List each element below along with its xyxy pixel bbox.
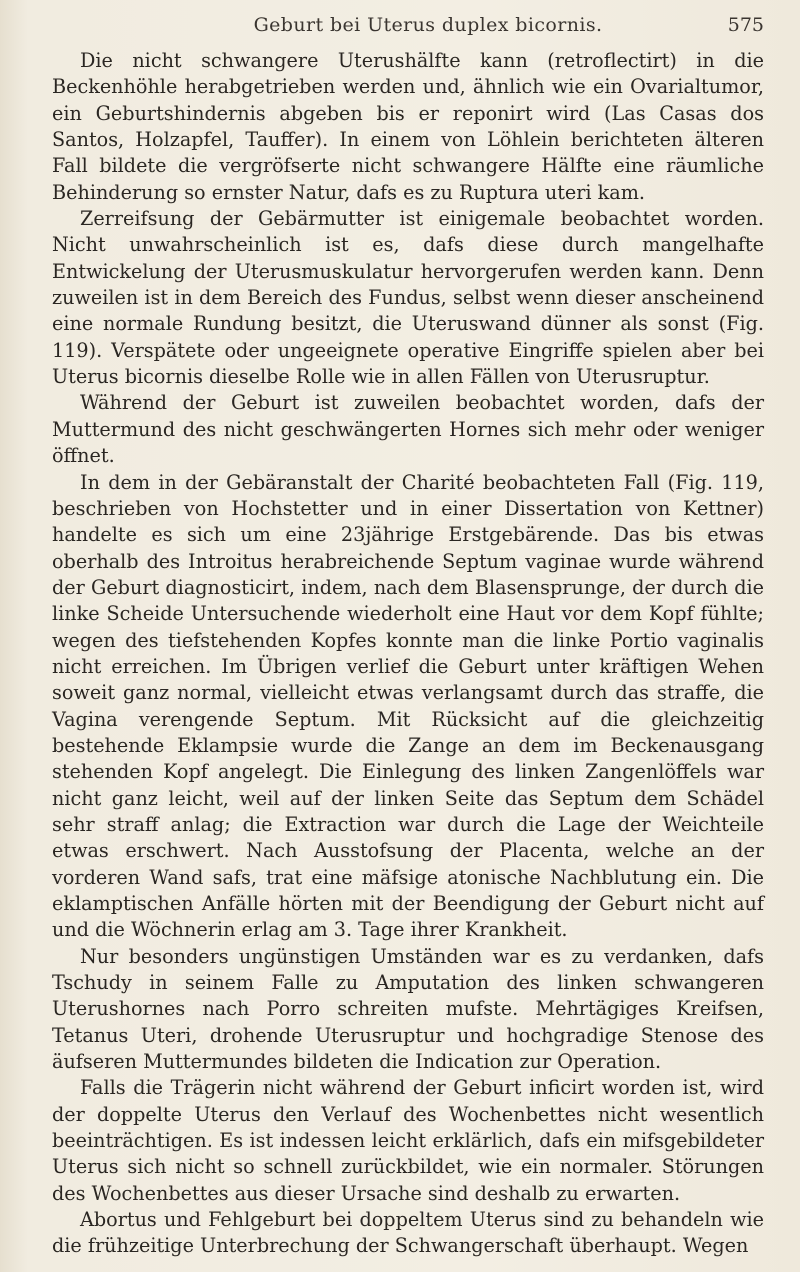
paragraph-5: Nur besonders ungünstigen Umständen war es zu verdanken, dafs Tschudy in seinem Falle zu Amputation des linken schwangeren Uterushornes nach Porro schreiten mufste. Mehrtägiges Kreifsen, Tetanus Uteri, drohende Uterusruptur und hochgradige Stenose des äufseren Muttermundes bildeten die Indication zur Operation.	[52, 944, 764, 1074]
paragraph-2: Zerreifsung der Gebärmutter ist einigemale beobachtet worden. Nicht unwahrscheinlich ist es, dafs diese durch mangelhafte Entwickelung der Uterusmuskulatur hervorgerufen werden kann. Denn zuweilen ist in dem Bereich des Fundus, selbst wenn dieser anscheinend eine normale Rundung besitzt, die Uteruswand dünner als sonst (Fig. 119). Verspätete oder ungeeignete operative Eingriffe spielen aber bei Uterus bicornis dieselbe Rolle wie in allen Fällen von Uterusruptur.	[52, 207, 764, 389]
paragraph-1: Die nicht schwangere Uterushälfte kann (retroflectirt) in die Beckenhöhle herabgetrieben werden und, ähnlich wie ein Ovarialtumor, ein Geburtshindernis abgeben bis er reponirt wird (Las Casas dos Santos, Holzapfel, Tauffer). In einem von Löhlein berichteten älteren Fall bildete die vergröfserte nicht schwangere Hälfte eine räumliche Behinderung so ernster Natur, dafs es zu Ruptura uteri kam.	[52, 49, 764, 204]
page-header	[0, 14, 800, 44]
paragraph-4: In dem in der Gebäranstalt der Charité beobachteten Fall (Fig. 119, beschrieben von Hochstetter und in einer Dissertation von Kettner) handelte es sich um eine 23jährige Erstgebärende. Das bis etwas oberhalb des Introitus herabreichende Septum vaginae wurde während der Geburt diagnosticirt, indem, nach dem Blasensprunge, der durch die linke Scheide Untersuchende wiederholt eine Haut vor dem Kopf fühlte; wegen des tiefstehenden Kopfes konnte man die linke Portio vaginalis nicht erreichen. Im Übrigen verlief die Geburt unter kräftigen Wehen soweit ganz normal, vielleicht etwas verlangsamt durch das straffe, die Vagina verengende Septum. Mit Rücksicht auf die gleichzeitig bestehende Eklampsie wurde die Zange an dem im Beckenausgang stehenden Kopf angelegt. Die Einlegung des linken Zangenlöffels war nicht ganz leicht, weil auf der linken Seite das Septum dem Schädel sehr straff anlag; die Extraction war durch die Lage der Weichteile etwas erschwert. Nach Ausstofsung der Placenta, welche an der vorderen Wand safs, trat eine mäfsige atonische Nachblutung ein. Die eklamptischen Anfälle hörten mit der Beendigung der Geburt nicht auf und die Wöchnerin erlag am 3. Tage ihrer Krankheit.	[52, 470, 764, 942]
running-title: Geburt bei Uterus duplex bicornis.	[253, 14, 603, 36]
paragraph-6: Falls die Trägerin nicht während der Geburt inficirt worden ist, wird der doppelte Uterus den Verlauf des Wochenbettes nicht wesentlich beeinträchtigen. Es ist indessen leicht erklärlich, dafs ein mifsgebildeter Uterus sich nicht so schnell zurückbildet, wie ein normaler. Störungen des Wochenbettes aus dieser Ursache sind deshalb zu erwarten.	[52, 1076, 764, 1205]
paragraph-3: Während der Geburt ist zuweilen beobachtet worden, dafs der Muttermund des nicht geschwängerten Hornes sich mehr oder weniger öffnet.	[52, 391, 764, 468]
paragraph-7: Abortus und Fehlgeburt bei doppeltem Uterus sind zu behandeln wie die frühzeitige Unterbrechung der Schwangerschaft überhaupt. Wegen	[52, 1208, 764, 1258]
page-number: 575	[727, 14, 764, 36]
body-text	[52, 48, 764, 1260]
